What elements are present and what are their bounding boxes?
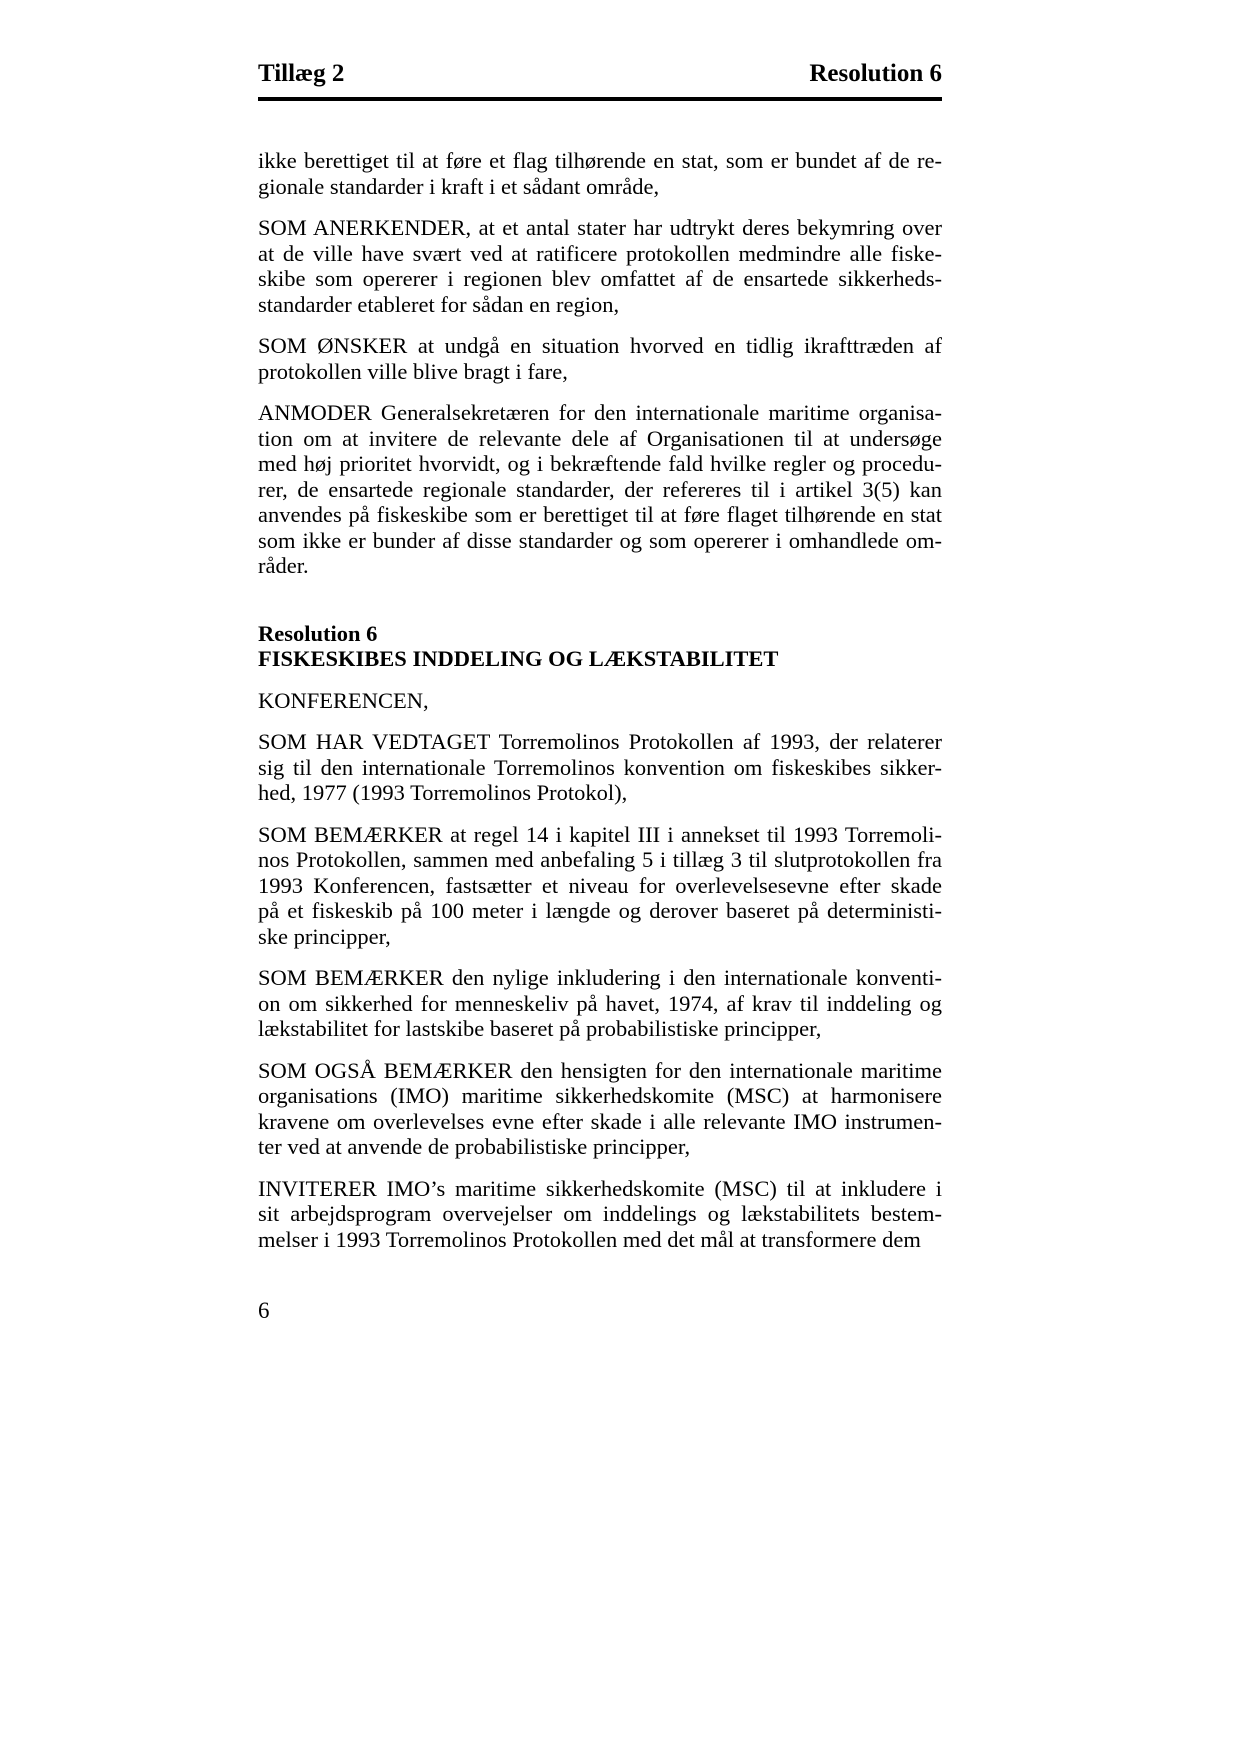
text-line: melser i 1993 Torremolinos Protokollen med det mål at transformere dem xyxy=(258,1226,921,1252)
text-line: kravene om overlevelses evne efter skade i alle relevante IMO instrumen- xyxy=(258,1108,942,1134)
text-line: INVITERER IMO’s maritime sikkerhedskomite (MSC) til at inkludere i xyxy=(258,1175,942,1201)
text-line: at de ville have svært ved at ratificere protokollen medmindre alle fiske- xyxy=(258,240,942,266)
paragraph xyxy=(258,729,942,806)
text-line: sig til den internationale Torremolinos konvention om fiskeskibes sikker- xyxy=(258,754,942,780)
heading-line: FISKESKIBES INDDELING OG LÆKSTABILITET xyxy=(258,646,779,671)
text-line: hed, 1977 (1993 Torremolinos Protokol), xyxy=(258,780,628,805)
paragraph xyxy=(258,1058,942,1160)
text-line: on om sikkerhed for menneskeliv på havet, 1974, af krav til inddeling og xyxy=(258,990,942,1016)
running-header xyxy=(258,60,942,101)
text-line: SOM BEMÆRKER at regel 14 i kapitel III i annekset til 1993 Torremoli- xyxy=(258,821,942,847)
text-line: organisations (IMO) maritime sikkerhedskomite (MSC) at harmonisere xyxy=(258,1083,942,1108)
text-line: SOM ØNSKER at undgå en situation hvorved en tidlig ikrafttræden af xyxy=(258,333,942,358)
page-number: 6 xyxy=(258,1298,270,1323)
header-right-title: Resolution 6 xyxy=(809,60,942,87)
document-body xyxy=(258,148,942,1252)
text-line: ter ved at anvende de probabilistiske principper, xyxy=(258,1134,691,1159)
text-line: ANMODER Generalsekretæren for den internationale maritime organisa- xyxy=(258,400,942,425)
text-line: råder. xyxy=(258,553,309,578)
text-line: lækstabilitet for lastskibe baseret på probabilistiske principper, xyxy=(258,1016,822,1041)
heading-line: Resolution 6 xyxy=(258,620,378,646)
text-line: tion om at invitere de relevante dele af Organisationen til at undersøge xyxy=(258,425,942,451)
paragraph xyxy=(258,688,942,714)
text-line: skibe som opererer i regionen blev omfattet af de ensartede sikkerheds- xyxy=(258,266,942,291)
paragraph xyxy=(258,400,942,579)
paragraph xyxy=(258,215,942,317)
text-line: med høj prioritet hvorvidt, og i bekræftende fald hvilke regler og procedu- xyxy=(258,451,942,476)
text-line: rer, de ensartede regionale standarder, der refereres til i artikel 3(5) kan xyxy=(258,476,942,502)
paragraph xyxy=(258,1176,942,1253)
text-line: ske principper, xyxy=(258,923,391,949)
paragraph xyxy=(258,965,942,1042)
text-line: anvendes på fiskeskibe som er berettiget til at føre flaget tilhørende en stat xyxy=(258,502,942,527)
text-line: sit arbejdsprogram overvejelser om inddelings og lækstabilitets bestem- xyxy=(258,1201,942,1226)
text-line: nos Protokollen, sammen med anbefaling 5 i tillæg 3 til slutprotokollen fra xyxy=(258,847,942,872)
page-content xyxy=(258,60,942,1268)
text-line: SOM BEMÆRKER den nylige inkludering i den internationale konventi- xyxy=(258,965,942,990)
text-line: SOM ANERKENDER, at et antal stater har udtrykt deres bekymring over xyxy=(258,215,942,240)
text-line: protokollen ville blive bragt i fare, xyxy=(258,358,568,384)
paragraph xyxy=(258,148,942,199)
text-line: standarder etableret for sådan en region, xyxy=(258,291,620,317)
text-line: som ikke er bunder af disse standarder og som opererer i omhandlede om- xyxy=(258,527,942,553)
text-line: 1993 Konferencen, fastsætter et niveau for overlevelsesevne efter skade xyxy=(258,872,942,898)
text-line: SOM OGSÅ BEMÆRKER den hensigten for den internationale maritime xyxy=(258,1057,942,1083)
text-line: på et fiskeskib på 100 meter i længde og derover baseret på deterministi- xyxy=(258,898,942,923)
header-left-title: Tillæg 2 xyxy=(258,60,345,87)
text-line: SOM HAR VEDTAGET Torremolinos Protokollen af 1993, der relaterer xyxy=(258,729,942,754)
section-heading xyxy=(258,621,942,672)
paragraph xyxy=(258,822,942,950)
text-line: ikke berettiget til at føre et flag tilhørende en stat, som er bundet af de re- xyxy=(258,148,942,173)
paragraph xyxy=(258,333,942,384)
text-line: KONFERENCEN, xyxy=(258,687,429,713)
text-line: gionale standarder i kraft i et sådant område, xyxy=(258,173,660,199)
